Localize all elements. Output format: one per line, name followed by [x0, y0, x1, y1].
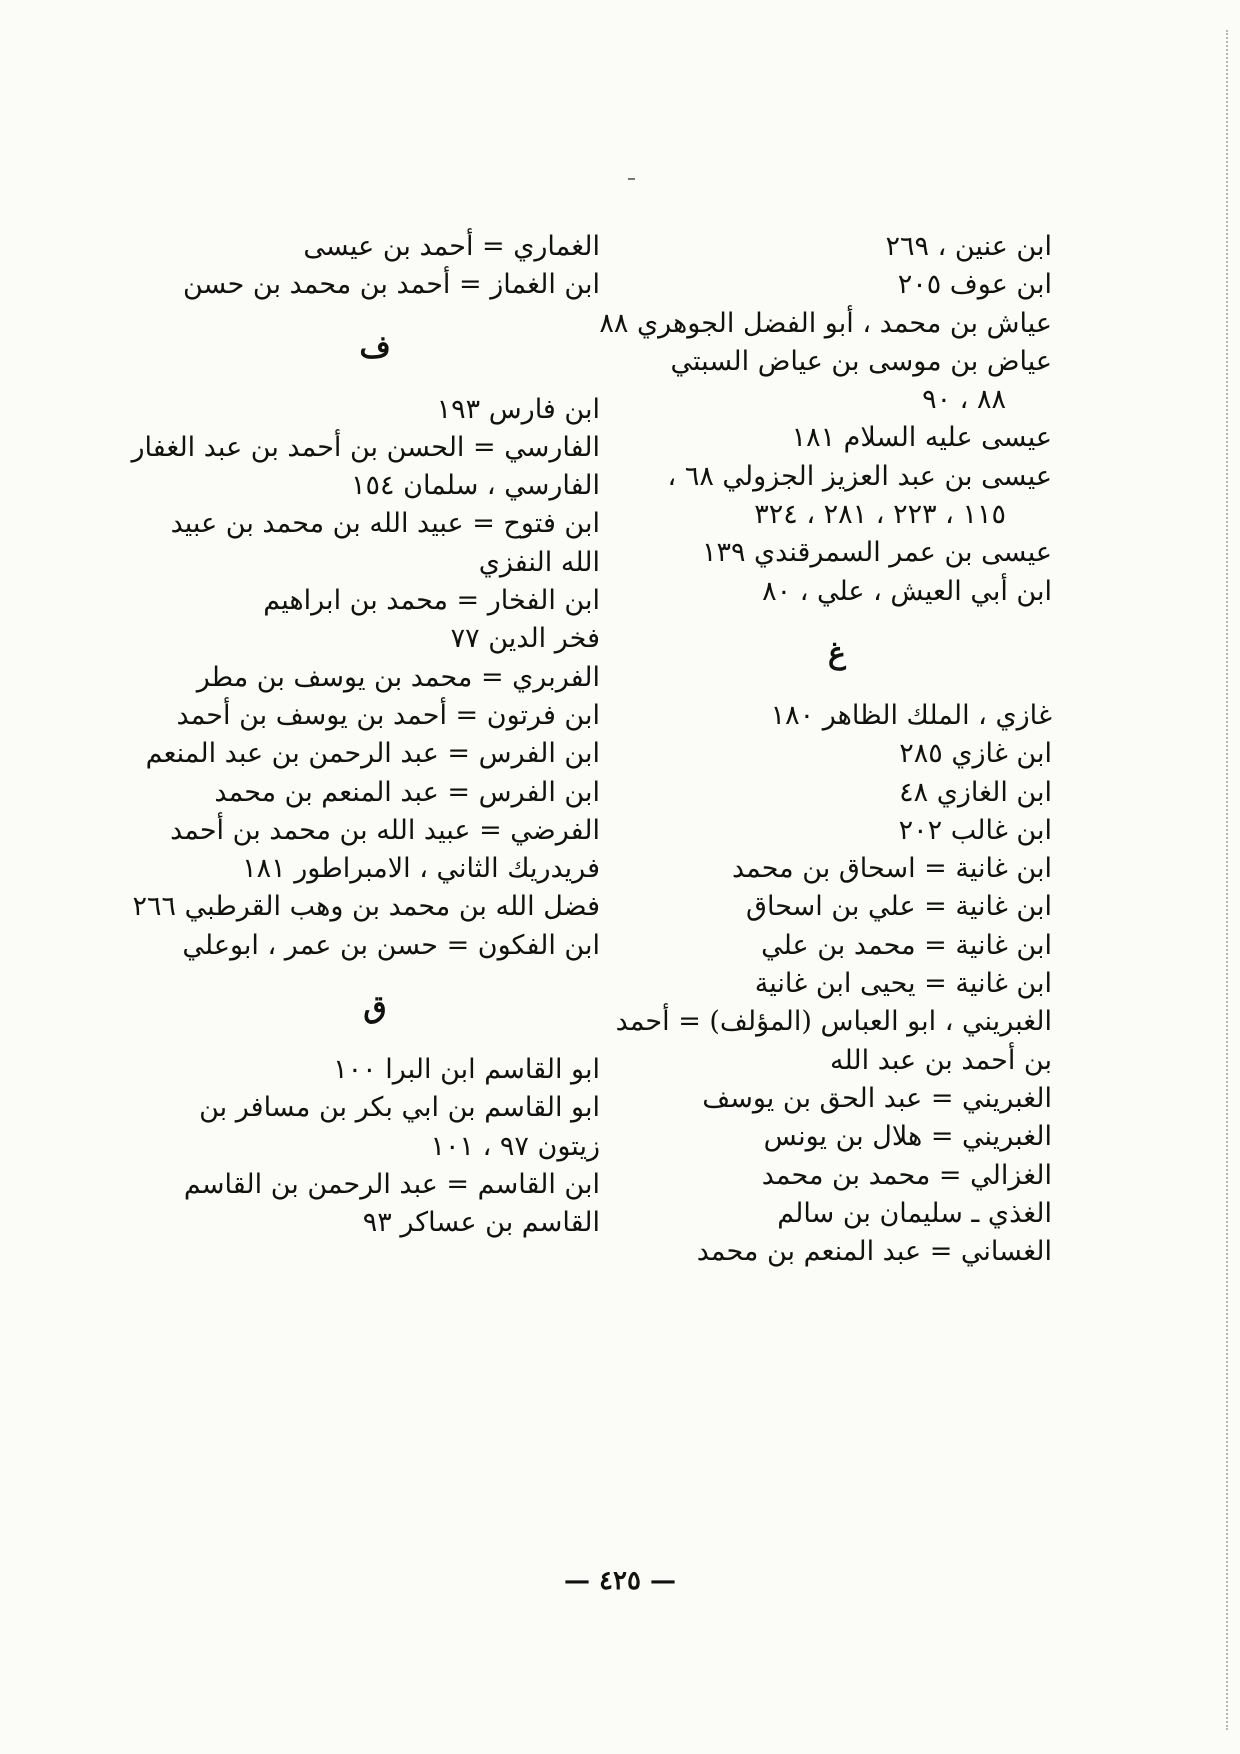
index-entry-line: ابن غانية = يحيى ابن غانية: [754, 968, 1052, 1000]
index-entry-line: فريدريك الثاني ، الامبراطور ١٨١: [242, 853, 600, 885]
index-entry-line: فخر الدين ٧٧: [450, 623, 600, 655]
index-entry-line: ابن القاسم = عبد الرحمن بن القاسم: [183, 1168, 600, 1200]
section-letter-heading: ف: [359, 329, 391, 365]
index-entry-line: عياض بن موسى بن عياض السبتي: [670, 345, 1052, 377]
index-entry-line: الغساني = عبد المنعم بن محمد: [696, 1236, 1052, 1268]
index-entry-line: ابن فرتون = أحمد بن يوسف بن أحمد: [176, 699, 600, 731]
index-entry-line: عيسى بن عبد العزيز الجزولي ٦٨ ،: [667, 460, 1052, 492]
index-entry-line: ابن الفكون = حسن بن عمر ، ابوعلي: [182, 929, 600, 961]
index-entry-line: عيسى عليه السلام ١٨١: [791, 422, 1052, 454]
index-entry-line: ابن فتوح = عبيد الله بن محمد بن عبيد: [170, 508, 600, 540]
scan-speck: [628, 178, 635, 180]
index-entry-line: ابن غانية = محمد بن علي: [761, 929, 1052, 961]
index-entry-line: ابو القاسم ابن البرا ١٠٠: [333, 1054, 600, 1086]
index-entry-line: ابن غالب ٢٠٢: [898, 814, 1052, 846]
index-entry-line: ٨٨ ، ٩٠: [922, 384, 1006, 416]
index-entry-line: عيسى بن عمر السمرقندي ١٣٩: [701, 537, 1052, 569]
index-entry-line: فضل الله بن محمد بن وهب القرطبي ٢٦٦: [132, 891, 600, 923]
index-entry-line: الفرضي = عبيد الله بن محمد بن أحمد: [170, 814, 600, 846]
index-entry-line: بن أحمد بن عبد الله: [829, 1044, 1052, 1076]
index-entry-line: ابن عنين ، ٢٦٩: [885, 231, 1052, 262]
index-entry-line: الغذي ـ سليمان بن سالم: [777, 1197, 1052, 1229]
section-letter-heading: ق: [363, 990, 387, 1026]
index-entry-line: ابن غازي ٢٨٥: [899, 738, 1052, 770]
index-entry-line: ابن الغماز = أحمد بن محمد بن حسن: [182, 269, 600, 301]
index-entry-line: الغزالي = محمد بن محمد: [761, 1159, 1052, 1191]
index-entry-line: الغبريني = هلال بن يونس: [763, 1121, 1052, 1153]
index-entry-line: ابن الفخار = محمد بن ابراهيم: [263, 585, 600, 617]
index-entry-line: ١١٥ ، ٢٢٣ ، ٢٨١ ، ٣٢٤: [754, 499, 1006, 531]
index-entry-line: الغبريني ، ابو العباس (المؤلف) = أحمد: [615, 1006, 1052, 1038]
index-entry-line: ابن الغازي ٤٨: [899, 776, 1052, 808]
index-entry-line: ابو القاسم بن ابي بكر بن مسافر بن: [199, 1092, 600, 1124]
section-letter-heading: غ: [828, 635, 846, 671]
index-entry-line: ابن الفرس = عبد الرحمن بن عبد المنعم: [145, 738, 600, 770]
index-entry-line: غازي ، الملك الظاهر ١٨٠: [770, 699, 1052, 731]
index-entry-line: ابن غانية = اسحاق بن محمد: [731, 853, 1052, 885]
index-entry-line: الغبريني = عبد الحق بن يوسف: [702, 1082, 1052, 1114]
index-entry-line: الله النفزي: [478, 546, 600, 578]
index-entry-line: زيتون ٩٧ ، ١٠١: [430, 1130, 600, 1162]
index-entry-line: عياش بن محمد ، أبو الفضل الجوهري ٨٨: [599, 307, 1052, 339]
page-number: — ٤٢٥ —: [563, 1566, 677, 1596]
index-entry-line: ابن فارس ١٩٣: [436, 393, 600, 425]
index-column-right: [599, 228, 1052, 1271]
index-entry-line: الفارسي = الحسن بن أحمد بن عبد الغفار: [131, 431, 600, 463]
index-entry-line: ابن أبي العيش ، علي ، ٨٠: [762, 575, 1052, 607]
index-column-left: [131, 228, 600, 1243]
index-entry-line: الغماري = أحمد بن عيسى: [303, 231, 600, 262]
index-entry-line: القاسم بن عساكر ٩٣: [362, 1207, 600, 1239]
index-entry-line: الفربري = محمد بن يوسف بن مطر: [196, 661, 600, 693]
scan-edge-rule: [1226, 30, 1228, 1730]
index-entry-line: ابن عوف ٢٠٥: [897, 269, 1052, 301]
index-entry-line: الفارسي ، سلمان ١٥٤: [351, 470, 600, 502]
index-entry-line: ابن الفرس = عبد المنعم بن محمد: [214, 776, 600, 808]
index-entry-line: ابن غانية = علي بن اسحاق: [746, 891, 1052, 923]
